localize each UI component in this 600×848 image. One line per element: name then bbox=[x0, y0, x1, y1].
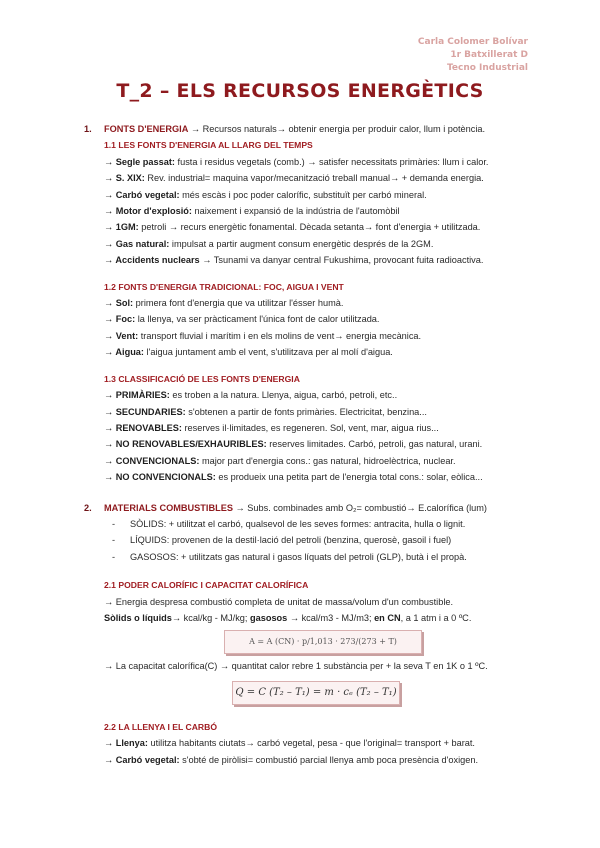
list-item bbox=[104, 236, 548, 252]
item-key: → RENOVABLES: bbox=[104, 422, 182, 433]
item-text: es troben a la natura. Llenya, aigua, carbó, petroli, etc.. bbox=[169, 390, 398, 401]
document-body bbox=[84, 121, 548, 768]
section-title: FONTS D'ENERGIA bbox=[104, 124, 189, 134]
section-number: 1. bbox=[84, 124, 92, 134]
subsection-title: 1.1 LES FONTS D'ENERGIA AL LLARG DEL TEMPS bbox=[104, 140, 313, 151]
item-text: es produeix una petita part de l'energia total cons.: solar, eòlica... bbox=[215, 472, 483, 483]
item-key: → Llenya: bbox=[104, 738, 148, 749]
list-item bbox=[104, 420, 548, 436]
item-text: més escàs i poc poder calorífic, substituït per carbó mineral. bbox=[179, 189, 427, 200]
item-key: → CONVENCIONALS: bbox=[104, 455, 200, 466]
page-title: T_2 – ELS RECURSOS ENERGÈTICS bbox=[116, 80, 484, 102]
bullet-item bbox=[88, 532, 548, 548]
paragraph: → La capacitat calorífica(C) → quantitat calor rebre 1 substància per + la seva T en 1K o 1 ºC. bbox=[104, 661, 488, 672]
list-item bbox=[104, 295, 548, 311]
bullet-dash: - bbox=[112, 551, 116, 562]
item-key: → NO RENOVABLES/EXHAURIBLES: bbox=[104, 439, 267, 450]
item-text: la llenya, va ser pràcticament l'única font de calor utilitzada. bbox=[135, 314, 380, 325]
list-item bbox=[104, 187, 548, 203]
list-item bbox=[104, 311, 548, 327]
item-key: → NO CONVENCIONALS: bbox=[104, 472, 216, 483]
item-text: : provenen de la destil·lació del petroli (benzina, querosè, gasoil i fuel) bbox=[166, 535, 452, 546]
item-text: l'aigua juntament amb el vent, s'utilitzava per al molí d'aigua. bbox=[143, 347, 393, 358]
item-text: fusta i residus vegetals (comb.) → satisfer necessitats primàries: llum i calor. bbox=[174, 156, 489, 167]
paragraph: → Energia despresa combustió completa de unitat de massa/volum d'un combustible. bbox=[104, 596, 454, 607]
list-item bbox=[104, 328, 548, 344]
item-key: GASOSOS bbox=[130, 551, 176, 562]
section-1-heading bbox=[84, 121, 548, 137]
item-key: → Motor d'explosió: bbox=[104, 206, 192, 217]
list-item bbox=[104, 344, 548, 360]
section-number: 2. bbox=[84, 502, 92, 513]
list-item bbox=[104, 752, 548, 768]
item-key: → Carbó vegetal: bbox=[104, 189, 180, 200]
section-2-heading bbox=[84, 500, 548, 516]
item-key: → 1GM: bbox=[104, 222, 139, 233]
item-text: reserves limitades. Carbó, petroli, gas natural, urani. bbox=[266, 439, 483, 450]
subsection-title: 2.1 PODER CALORÍFIC I CAPACITAT CALORÍFICA bbox=[104, 580, 309, 591]
heat-capacity-formula: Q = C (T₂ – T₁) = m · cₑ (T₂ – T₁) bbox=[232, 681, 400, 705]
header-meta bbox=[418, 36, 528, 75]
list-1-1 bbox=[104, 154, 548, 269]
item-key: → PRIMÀRIES: bbox=[104, 390, 170, 401]
list-item bbox=[104, 436, 548, 452]
subsection-title: 1.3 CLASSIFICACIÓ DE LES FONTS D'ENERGIA bbox=[104, 373, 300, 384]
list-item bbox=[104, 252, 548, 268]
item-key: → Vent: bbox=[104, 330, 139, 341]
item-key: → Foc: bbox=[104, 314, 136, 325]
item-text: impulsat a partir augment consum energètic després de la 2GM. bbox=[169, 238, 434, 249]
list-item bbox=[104, 453, 548, 469]
item-key: → Aigua: bbox=[104, 347, 144, 358]
list-1-2 bbox=[104, 295, 548, 361]
item-text: primera font d'energia que va utilitzar l'ésser humà. bbox=[133, 298, 344, 309]
item-key: → SECUNDARIES: bbox=[104, 406, 186, 417]
subsection-title: 1.2 FONTS D'ENERGIA TRADICIONAL: FOC, AIGUA I VENT bbox=[104, 281, 344, 292]
item-key: → S. XIX: bbox=[104, 173, 145, 184]
item-text: reserves il·limitades, es regeneren. Sol, vent, mar, aigua rius... bbox=[181, 422, 439, 433]
item-text: transport fluvial i marítim i en els molins de vent→ energia mecànica. bbox=[138, 330, 422, 341]
list-item bbox=[104, 154, 548, 170]
item-key: LÍQUIDS bbox=[130, 535, 167, 546]
author-name: Carla Colomer Bolívar bbox=[417, 37, 528, 47]
units-line: Sòlids o líquids→ kcal/kg - MJ/kg; gasosos → kcal/m3 - MJ/m3; en CN, a 1 atm i a 0 ºC. bbox=[104, 612, 472, 623]
item-text: major part d'energia cons.: gas natural, hidroelèctrica, nuclear. bbox=[199, 455, 456, 466]
bullet-item bbox=[88, 549, 548, 565]
list-item bbox=[104, 219, 548, 235]
list-1-3 bbox=[104, 387, 548, 485]
item-key: SÒLIDS bbox=[130, 518, 164, 529]
calorific-power-formula: A = A (CN) · p/1,013 · 273/(273 + T) bbox=[224, 630, 422, 654]
bullet-item bbox=[88, 516, 548, 532]
list-2-2 bbox=[104, 735, 548, 768]
list-item bbox=[104, 404, 548, 420]
item-key: → Gas natural: bbox=[104, 238, 170, 249]
item-text: s'obté de piròlisi= combustió parcial llenya amb poca presència d'oxigen. bbox=[179, 754, 479, 765]
item-text: : + utilitzat el carbó, qualsevol de les seves formes: antracita, hulla o lignit. bbox=[163, 518, 466, 529]
list-item bbox=[104, 469, 548, 485]
list-item bbox=[104, 170, 548, 186]
list-item bbox=[104, 735, 548, 751]
combustible-types-list bbox=[88, 516, 548, 565]
list-item bbox=[104, 387, 548, 403]
item-key: → Segle passat: bbox=[104, 156, 175, 167]
list-item bbox=[104, 203, 548, 219]
section-title: MATERIALS COMBUSTIBLES bbox=[104, 502, 233, 513]
bullet-dash: - bbox=[112, 535, 116, 546]
item-key: → Carbó vegetal: bbox=[104, 754, 180, 765]
item-text: Rev. industrial= maquina vapor/mecanització treball manual→ + demanda energia. bbox=[144, 173, 484, 184]
item-text: : + utilitzats gas natural i gasos líquats del petroli (GLP), butà i el propà. bbox=[175, 551, 467, 562]
item-key: → Accidents nuclears bbox=[104, 255, 200, 266]
section-intro: → Subs. combinades amb O₂= combustió→ E.calorífica (lum) bbox=[232, 502, 487, 513]
section-intro: → Recursos naturals→ obtenir energia per produir calor, llum i potència. bbox=[188, 124, 486, 134]
item-text: naixement i expansió de la indústria de l'automòbil bbox=[191, 206, 400, 217]
item-text: s'obtenen a partir de fonts primàries. Electricitat, benzina... bbox=[185, 406, 427, 417]
bullet-dash: - bbox=[112, 518, 116, 529]
course-label: 1r Batxillerat D bbox=[450, 50, 528, 60]
subject-label: Tecno Industrial bbox=[446, 63, 528, 73]
item-text: → Tsunami va danyar central Fukushima, provocant fuita radioactiva. bbox=[199, 255, 484, 266]
item-key: → Sol: bbox=[104, 298, 134, 309]
item-text: utilitza habitants ciutats→ carbó vegetal, pesa - que l'original= transport + barat. bbox=[147, 738, 475, 749]
item-text: petroli → recurs energètic fonamental. Dècada setanta→ font d'energia + utilitzada. bbox=[138, 222, 481, 233]
subsection-title: 2.2 LA LLENYA I EL CARBÓ bbox=[104, 721, 218, 732]
